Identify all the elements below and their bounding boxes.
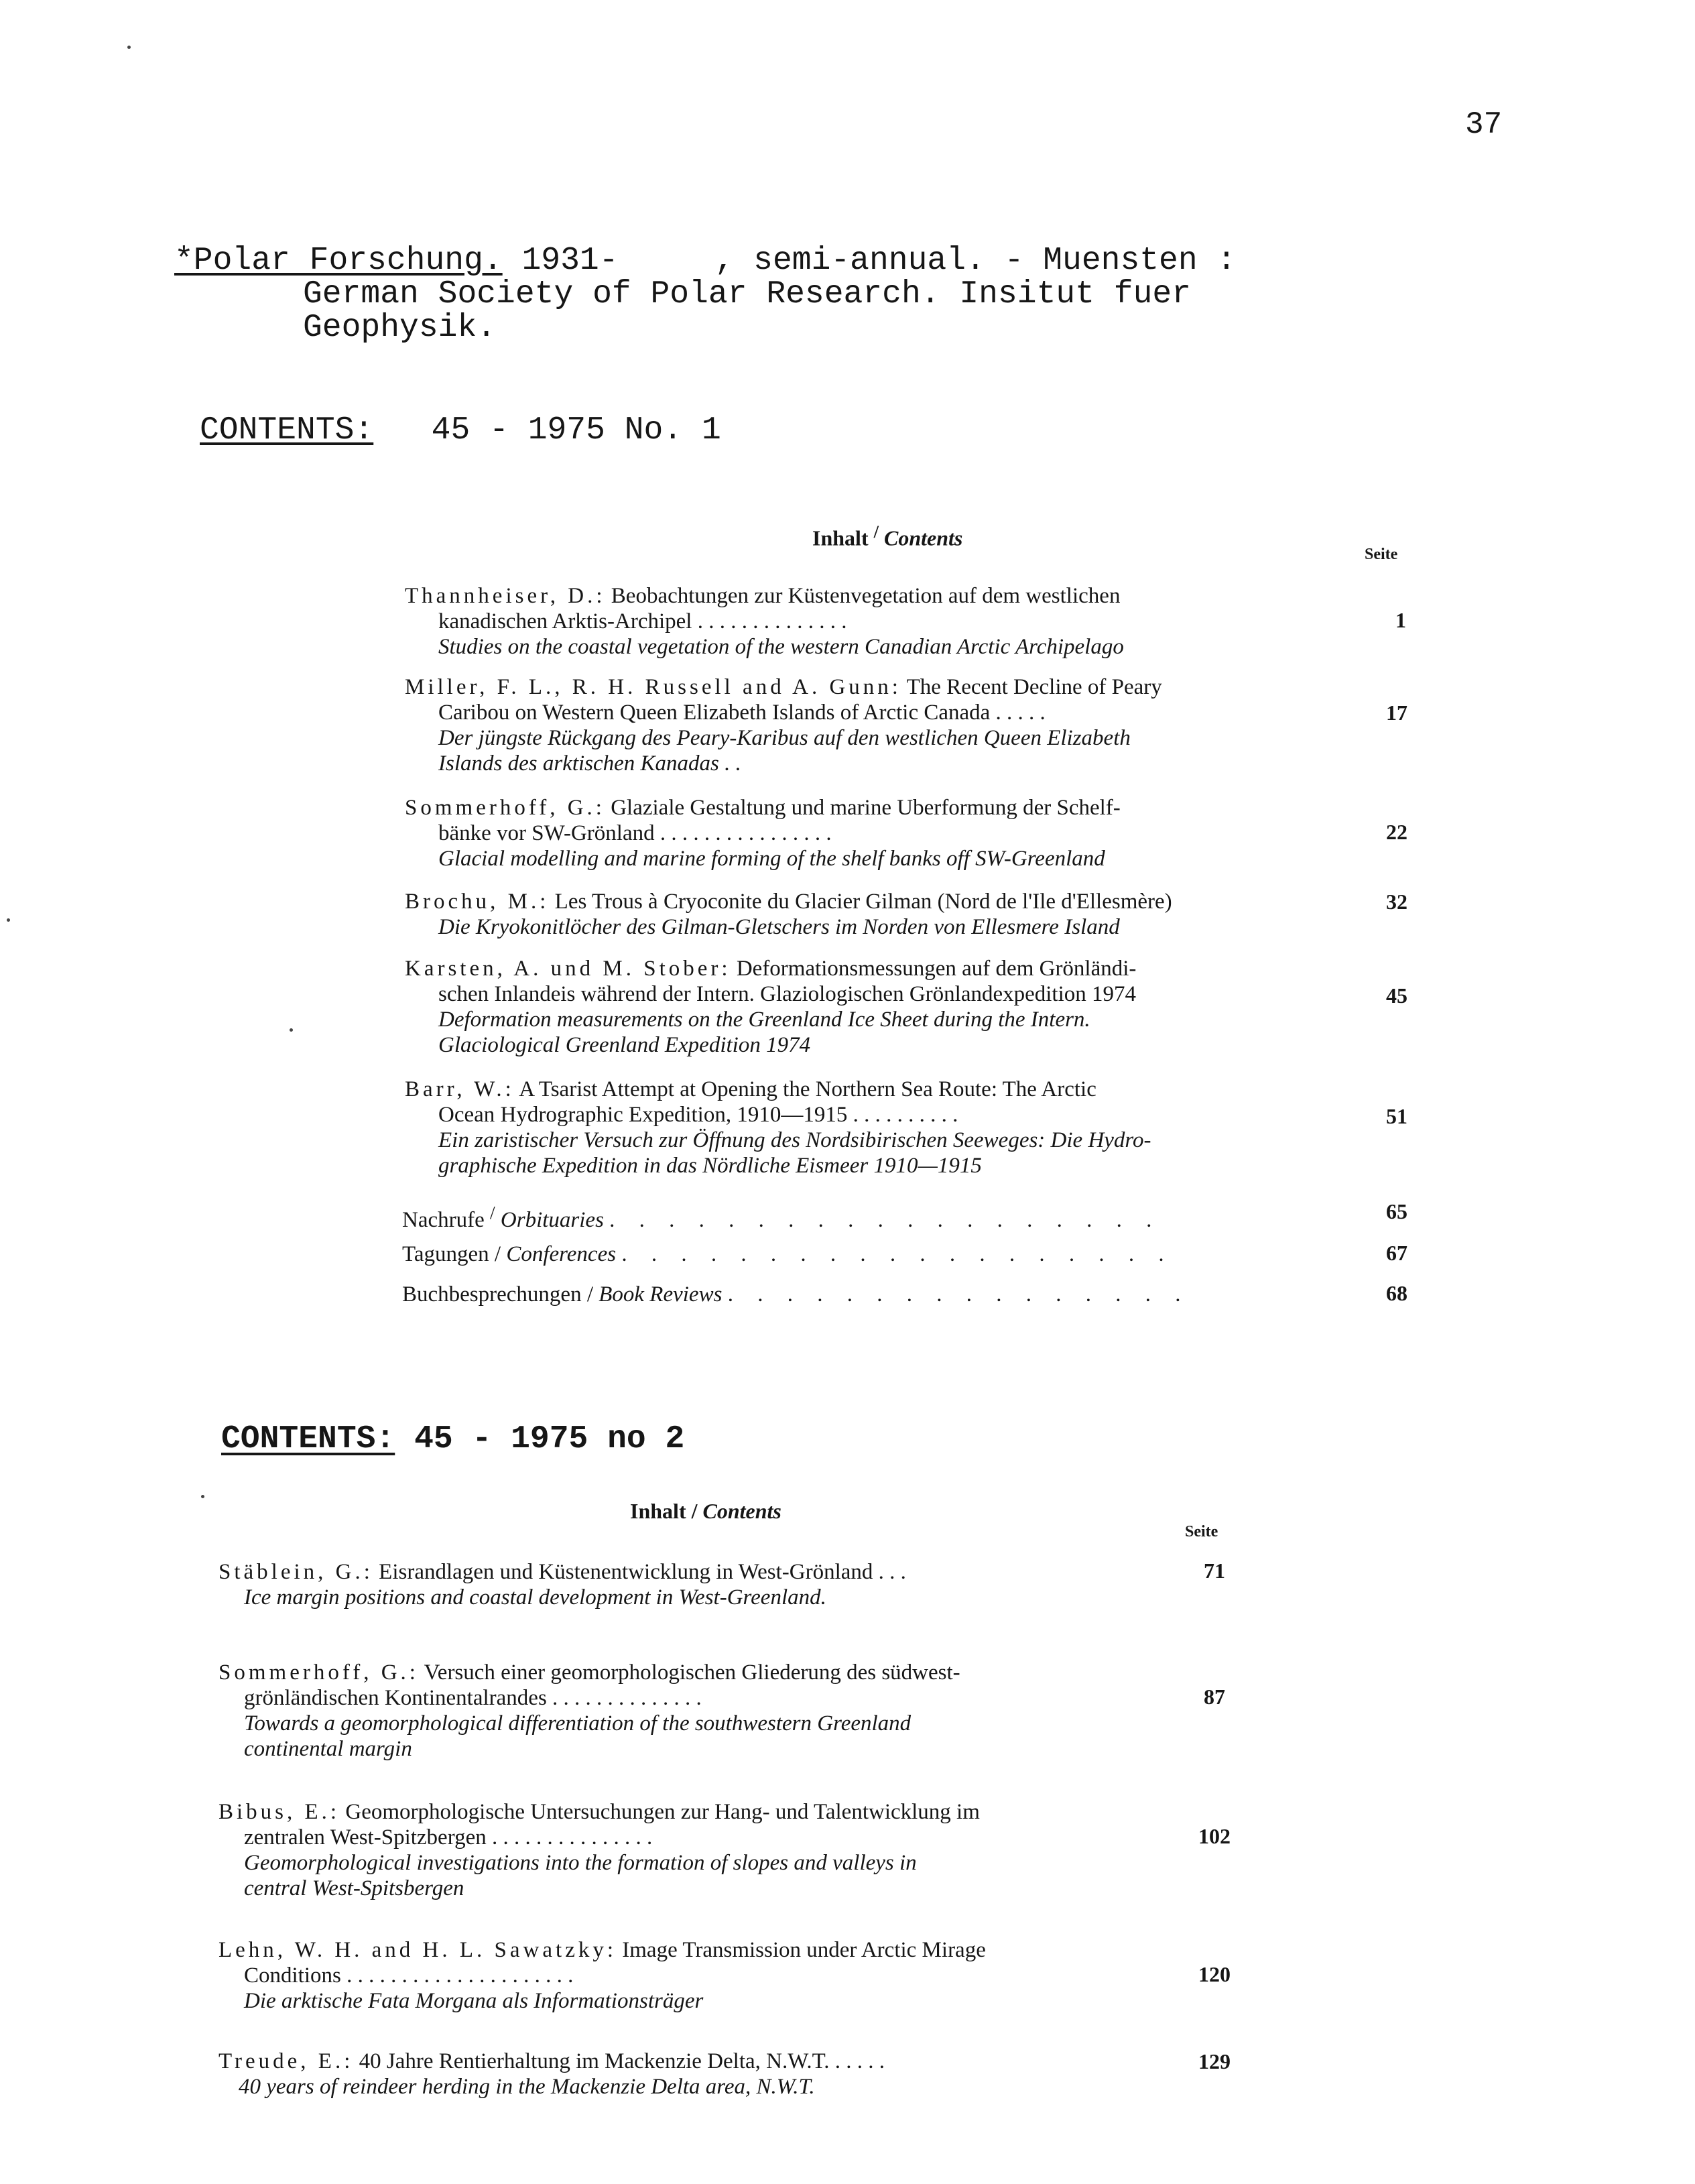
journal-line1-rest: 1931- , semi-annual. - Muensten : — [502, 243, 1237, 279]
toc-title: Eisrandlagen und Küstenentwicklung in West-Grönland . . . — [373, 1560, 906, 1584]
toc-author: Treude, E.: — [218, 2049, 354, 2073]
journal-publisher-line: German Society of Polar Research. Insitut fuer — [303, 276, 1192, 312]
toc-entry — [218, 1559, 1170, 1610]
contents-issue: 45 - 1975 No. 1 — [431, 412, 721, 448]
toc-entry — [218, 2049, 1170, 2100]
toc-page: 45 — [1386, 983, 1407, 1008]
toc-misc-en: Conferences — [506, 1242, 617, 1266]
toc-page: 32 — [1386, 890, 1407, 914]
toc-misc-de: Nachrufe — [402, 1208, 485, 1232]
toc-translation: Geomorphological investigations into the formation of slopes and valleys in — [244, 1851, 917, 1875]
toc-title: 40 Jahre Rentierhaltung im Mackenzie Delta, N.W.T. . . . . . — [353, 2049, 885, 2073]
contents-issue: 45 - 1975 no 2 — [414, 1421, 685, 1457]
toc-author: Barr, W.: — [405, 1077, 515, 1101]
toc-title-cont: Ocean Hydrographic Expedition, 1910—1915 . . . . . . . . . . — [438, 1103, 958, 1127]
toc-title-cont: kanadischen Arktis-Archipel . . . . . . . . . . . . . . — [438, 609, 847, 633]
contents-label: CONTENTS: — [200, 412, 374, 448]
toc-title: Deformationsmessungen auf dem Grönländi- — [731, 957, 1137, 981]
scan-speck — [7, 918, 10, 922]
scan-speck — [290, 1028, 293, 1032]
page-column-label: Seite — [1365, 546, 1398, 563]
toc-title-cont: Caribou on Western Queen Elizabeth Islands of Arctic Canada . . . . . — [438, 701, 1046, 725]
toc-author: Brochu, M.: — [405, 890, 550, 914]
toc-heading-sep: / — [691, 1499, 698, 1523]
toc-title: A Tsarist Attempt at Opening the Northern Sea Route: The Arctic — [514, 1077, 1096, 1101]
toc-title-cont: bänke vor SW-Grönland . . . . . . . . . . . . . . . . — [438, 821, 832, 845]
scan-speck — [201, 1495, 204, 1498]
toc-misc-en: Orbituaries — [500, 1208, 604, 1232]
toc-page: 51 — [1386, 1104, 1407, 1128]
contents-heading-1 — [200, 412, 721, 448]
toc-entry — [218, 1799, 1170, 1901]
toc-author: Bibus, E.: — [218, 1800, 340, 1824]
scan-speck — [127, 46, 131, 49]
toc-leader-dots: . . . . . . . . . . . . . . . . . . . — [609, 1208, 1162, 1232]
toc-leader-dots: . . . . . . . . . . . . . . . . — [727, 1282, 1190, 1307]
toc-author: Karsten, A. und M. Stober: — [405, 957, 731, 981]
toc-misc-de: Tagungen — [402, 1242, 489, 1266]
toc-author: Miller, F. L., R. H. Russell and A. Gunn: — [405, 675, 901, 699]
toc-heading-de: Inhalt — [812, 526, 869, 550]
toc-page: 71 — [1204, 1559, 1225, 1583]
toc-translation: Deformation measurements on the Greenland Ice Sheet during the Intern. — [438, 1008, 1090, 1032]
toc-translation-cont: continental margin — [244, 1737, 412, 1761]
toc-title-cont: Conditions . . . . . . . . . . . . . . . . . . . . . — [244, 1963, 574, 1988]
toc-title-cont: schen Inlandeis während der Intern. Glaziologischen Grönlandexpedition 1974 — [438, 982, 1137, 1006]
toc-heading-sep: / — [873, 522, 879, 542]
journal-publisher-line-2: Geophysik. — [303, 310, 497, 346]
toc-misc-entry: Tagungen / Conferences . . . . . . . . . . . . . . . . . . . — [402, 1242, 1174, 1266]
toc-page: 120 — [1198, 1962, 1231, 1986]
toc-heading-de: Inhalt — [630, 1499, 686, 1523]
toc-heading-1 — [812, 522, 962, 551]
toc-translation: Die arktische Fata Morgana als Informationsträger — [244, 1989, 704, 2013]
toc-title: The Recent Decline of Peary — [901, 675, 1162, 699]
toc-heading-en: Contents — [884, 526, 963, 550]
toc-translation: Towards a geomorphological differentiation of the southwestern Greenland — [244, 1711, 912, 1736]
toc-author: Thannheiser, D.: — [405, 584, 606, 608]
toc-page: 102 — [1198, 1824, 1231, 1848]
toc-misc-de: Buchbesprechungen — [402, 1282, 582, 1307]
page-column-label: Seite — [1185, 1523, 1218, 1540]
toc-translation-cont: graphische Expedition in das Nördliche Eismeer 1910—1915 — [438, 1154, 982, 1178]
toc-page: 65 — [1386, 1199, 1407, 1223]
journal-citation — [174, 244, 1236, 345]
toc-title: Glaziale Gestaltung und marine Uberformung der Schelf- — [605, 796, 1121, 820]
toc-title: Image Transmission under Arctic Mirage — [617, 1938, 986, 1962]
toc-title: Versuch einer geomorphologischen Gliederung des südwest- — [418, 1660, 960, 1685]
toc-entry — [405, 889, 1357, 940]
toc-misc-entry: Buchbesprechungen / Book Reviews . . . . . . . . . . . . . . . . — [402, 1282, 1190, 1307]
toc-translation: Studies on the coastal vegetation of the western Canadian Arctic Archipelago — [438, 635, 1124, 659]
toc-author: Sommerhoff, G.: — [218, 1660, 419, 1685]
contents-heading-2 — [221, 1421, 684, 1457]
toc-entry — [405, 795, 1343, 871]
toc-page: 22 — [1386, 820, 1407, 844]
toc-title-cont: zentralen West-Spitzbergen . . . . . . . . . . . . . . . — [244, 1825, 653, 1849]
toc-page: 67 — [1386, 1241, 1407, 1265]
toc-translation: Der jüngste Rückgang des Peary-Karibus auf den westlichen Queen Elizabeth — [438, 726, 1131, 750]
toc-translation: Glacial modelling and marine forming of the shelf banks off SW-Greenland — [438, 847, 1105, 871]
toc-entry — [218, 1937, 1170, 2014]
toc-misc-en: Book Reviews — [599, 1282, 723, 1307]
toc-translation: Die Kryokonitlöcher des Gilman-Gletschers im Norden von Ellesmere Island — [438, 915, 1120, 939]
toc-title-cont: grönländischen Kontinentalrandes . . . . . . . . . . . . . . — [244, 1686, 702, 1710]
toc-translation-cont: Islands des arktischen Kanadas . . — [438, 751, 741, 776]
toc-page: 129 — [1198, 2049, 1231, 2073]
toc-leader-dots: . . . . . . . . . . . . . . . . . . . — [621, 1242, 1174, 1266]
toc-page: 87 — [1204, 1685, 1225, 1709]
toc-title: Beobachtungen zur Küstenvegetation auf dem westlichen — [605, 584, 1121, 608]
toc-author: Lehn, W. H. and H. L. Sawatzky: — [218, 1938, 617, 1962]
toc-misc-entry: Nachrufe / Orbituaries . . . . . . . . . . . . . . . . . . . — [402, 1202, 1162, 1232]
page-number: 37 — [1465, 107, 1503, 142]
toc-page: 17 — [1386, 701, 1407, 725]
toc-author: Sommerhoff, G.: — [405, 796, 605, 820]
toc-entry — [405, 583, 1343, 660]
toc-title: Les Trous à Cryoconite du Glacier Gilman (Nord de l'Ile d'Ellesmère) — [549, 890, 1172, 914]
toc-translation-cont: Glaciological Greenland Expedition 1974 — [438, 1033, 811, 1057]
toc-entry — [405, 1077, 1357, 1178]
toc-heading-2 — [630, 1499, 781, 1524]
toc-translation-cont: central West-Spitsbergen — [244, 1876, 464, 1900]
toc-heading-en: Contents — [702, 1499, 781, 1523]
toc-entry — [405, 956, 1357, 1058]
toc-title: Geomorphologische Untersuchungen zur Hang- und Talentwicklung im — [340, 1800, 980, 1824]
toc-translation: 40 years of reindeer herding in the Mackenzie Delta area, N.W.T. — [239, 2075, 815, 2099]
toc-page: 68 — [1386, 1281, 1407, 1305]
toc-translation: Ice margin positions and coastal development in West-Greenland. — [244, 1585, 826, 1610]
contents-label: CONTENTS: — [221, 1421, 395, 1457]
journal-title: *Polar Forschung. — [174, 243, 503, 279]
toc-translation: Ein zaristischer Versuch zur Öffnung des Nordsibirischen Seeweges: Die Hydro- — [438, 1128, 1151, 1152]
toc-entry — [218, 1660, 1170, 1762]
toc-author: Stäblein, G.: — [218, 1560, 373, 1584]
toc-page: 1 — [1395, 608, 1406, 632]
toc-entry — [405, 674, 1343, 776]
